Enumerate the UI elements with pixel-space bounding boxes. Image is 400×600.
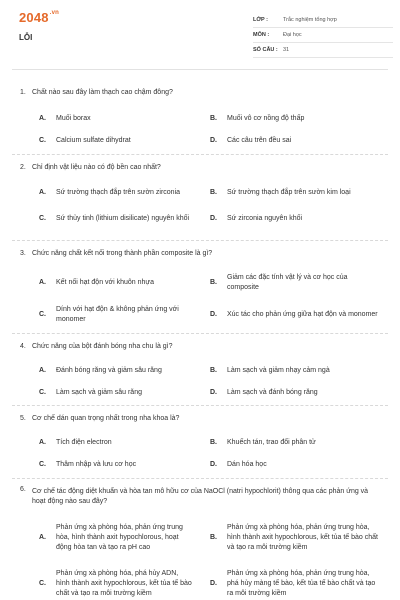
option-text: Sứ trường thạch đắp trên sườn kim loại bbox=[227, 188, 351, 196]
question-text: Chức năng chất kết nối trong thành phần composite là gì? bbox=[32, 249, 213, 257]
option-letter: A. bbox=[39, 533, 46, 541]
option-grid bbox=[12, 515, 388, 600]
option-text: Phản ứng xà phòng hóa, phá hủy ADN, hình thành axit hypochlorous, kết tủa tế bào chất và tạo ra môi trường kiềm bbox=[56, 569, 192, 598]
question-text: Chức năng của bột đánh bóng nha chu là gì? bbox=[32, 342, 173, 350]
question-number: 2. bbox=[20, 163, 26, 171]
question-item bbox=[12, 406, 388, 479]
option-letter: D. bbox=[210, 136, 217, 144]
question-header bbox=[12, 482, 388, 512]
question-item bbox=[12, 334, 388, 406]
option-letter: B. bbox=[210, 278, 217, 286]
question-number: 1. bbox=[20, 88, 26, 96]
option-b[interactable] bbox=[200, 360, 388, 382]
question-header bbox=[12, 337, 388, 356]
option-c[interactable] bbox=[12, 299, 200, 331]
question-header bbox=[12, 83, 388, 102]
question-number: 4. bbox=[20, 342, 26, 350]
question-list bbox=[12, 83, 388, 600]
option-a[interactable] bbox=[12, 360, 200, 382]
meta-value: 31 bbox=[283, 47, 290, 53]
option-text: Sứ zirconia nguyên khối bbox=[227, 214, 303, 222]
option-b[interactable] bbox=[200, 515, 388, 561]
option-a[interactable] bbox=[12, 515, 200, 561]
option-letter: B. bbox=[210, 366, 217, 374]
subject-title: LỖI bbox=[19, 33, 33, 42]
option-d[interactable] bbox=[200, 299, 388, 331]
option-text: Phản ứng xà phòng hóa, phản ứng trung hòa, phá hủy màng tế bào, kết tủa tế bào chất và tạo ra môi trường kiềm bbox=[227, 569, 376, 598]
question-item bbox=[12, 155, 388, 241]
option-text: Giảm các đặc tính vật lý và cơ học của composite bbox=[227, 273, 348, 291]
option-c[interactable] bbox=[12, 561, 200, 600]
option-b[interactable] bbox=[200, 108, 388, 130]
option-text: Sứ thủy tinh (lithium disilicate) nguyên khối bbox=[56, 214, 190, 222]
option-text: Sứ trường thạch đắp trên sườn zirconia bbox=[56, 188, 181, 196]
question-text: Cơ chế tác động diệt khuẩn và hòa tan mô hữu cơ của NaOCl (natri hypochlorit) thông qua các phản ứng và hoạt động nào sau đây? bbox=[32, 488, 369, 505]
option-text: Dán hóa học bbox=[227, 460, 267, 468]
meta-label: SỐ CÂU : bbox=[253, 47, 278, 53]
option-c[interactable] bbox=[12, 130, 200, 152]
option-grid bbox=[12, 267, 388, 331]
option-letter: C. bbox=[39, 214, 46, 222]
option-text: Muối borax bbox=[56, 114, 91, 122]
logo-text: 2048 bbox=[19, 10, 49, 25]
meta-value: Đại học bbox=[283, 32, 302, 38]
question-item bbox=[12, 241, 388, 334]
option-a[interactable] bbox=[12, 267, 200, 299]
option-text: Tích điện electron bbox=[56, 438, 112, 446]
option-letter: C. bbox=[39, 579, 46, 587]
meta-row-subject bbox=[253, 28, 393, 43]
option-letter: C. bbox=[39, 136, 46, 144]
meta-table bbox=[253, 13, 393, 58]
option-c[interactable] bbox=[12, 382, 200, 404]
option-letter: D. bbox=[210, 579, 217, 587]
option-a[interactable] bbox=[12, 108, 200, 130]
option-b[interactable] bbox=[200, 432, 388, 454]
option-a[interactable] bbox=[12, 182, 200, 204]
option-letter: A. bbox=[39, 188, 46, 196]
option-text: Làm sạch và giảm nhạy cảm ngà bbox=[227, 366, 330, 374]
option-d[interactable] bbox=[200, 454, 388, 476]
option-grid bbox=[12, 108, 388, 152]
question-header bbox=[12, 409, 388, 428]
option-a[interactable] bbox=[12, 432, 200, 454]
option-c[interactable] bbox=[12, 454, 200, 476]
option-letter: B. bbox=[210, 533, 217, 541]
option-grid bbox=[12, 360, 388, 404]
question-text: Cơ chế dán quan trọng nhất trong nha khoa là? bbox=[32, 414, 180, 422]
option-text: Dính với hạt độn & không phản ứng với monomer bbox=[56, 305, 179, 323]
option-d[interactable] bbox=[200, 130, 388, 152]
question-header bbox=[12, 158, 388, 177]
option-text: Khuếch tán, trao đổi phân tử bbox=[227, 438, 316, 446]
question-item bbox=[12, 83, 388, 155]
option-letter: D. bbox=[210, 388, 217, 396]
question-number: 6. bbox=[20, 486, 26, 493]
option-grid bbox=[12, 182, 388, 234]
question-number: 5. bbox=[20, 414, 26, 422]
page-header bbox=[12, 0, 388, 70]
option-d[interactable] bbox=[200, 561, 388, 600]
option-letter: A. bbox=[39, 366, 46, 374]
option-letter: C. bbox=[39, 388, 46, 396]
option-text: Phản ứng xà phòng hóa, phản ứng trung hòa, hình thành axit hypochlorous, kết tủa tế bào chất và tạo ra môi trường kiềm bbox=[227, 523, 378, 552]
option-letter: A. bbox=[39, 438, 46, 446]
question-text: Chỉ định vật liệu nào có độ bền cao nhất? bbox=[32, 163, 161, 171]
option-text: Kết nối hạt độn với khuôn nhựa bbox=[56, 278, 155, 286]
option-letter: C. bbox=[39, 460, 46, 468]
question-item bbox=[12, 479, 388, 600]
option-d[interactable] bbox=[200, 204, 388, 234]
option-text: Làm sạch và đánh bóng răng bbox=[227, 388, 318, 396]
option-b[interactable] bbox=[200, 267, 388, 299]
option-letter: D. bbox=[210, 460, 217, 468]
option-letter: C. bbox=[39, 310, 46, 318]
meta-value: Trắc nghiệm tổng hợp bbox=[283, 17, 337, 23]
option-letter: D. bbox=[210, 214, 217, 222]
option-letter: B. bbox=[210, 188, 217, 196]
option-text: Xúc tác cho phản ứng giữa hạt độn và monomer bbox=[227, 310, 378, 318]
option-letter: D. bbox=[210, 310, 217, 318]
option-text: Các câu trên đều sai bbox=[227, 136, 292, 144]
option-text: Calcium sulfate dihydrat bbox=[56, 136, 131, 144]
option-d[interactable] bbox=[200, 382, 388, 404]
option-letter: A. bbox=[39, 278, 46, 286]
option-grid bbox=[12, 432, 388, 476]
option-letter: B. bbox=[210, 438, 217, 446]
meta-row-class bbox=[253, 13, 393, 28]
question-text: Chất nào sau đây làm thạch cao chậm đông? bbox=[32, 88, 173, 96]
option-text: Đánh bóng răng và giảm sâu răng bbox=[56, 366, 162, 374]
option-letter: A. bbox=[39, 114, 46, 122]
option-letter: B. bbox=[210, 114, 217, 122]
question-number: 3. bbox=[20, 249, 26, 257]
meta-label: LỚP : bbox=[253, 17, 268, 23]
option-text: Thâm nhập và lưu cơ học bbox=[56, 460, 137, 468]
question-header bbox=[12, 244, 388, 263]
option-b[interactable] bbox=[200, 182, 388, 204]
logo-suffix: .vn bbox=[49, 10, 60, 16]
site-logo[interactable] bbox=[19, 10, 59, 25]
option-text: Muối vô cơ nồng độ thấp bbox=[227, 114, 305, 122]
meta-label: MÔN : bbox=[253, 32, 270, 38]
meta-row-count bbox=[253, 43, 393, 58]
option-text: Phản ứng xà phòng hóa, phản ứng trung hòa, hình thành axit hypochlorous, hoạt động hòa tan và tạo ra pH cao bbox=[56, 523, 183, 552]
option-c[interactable] bbox=[12, 204, 200, 234]
option-text: Làm sạch và giảm sâu răng bbox=[56, 388, 142, 396]
